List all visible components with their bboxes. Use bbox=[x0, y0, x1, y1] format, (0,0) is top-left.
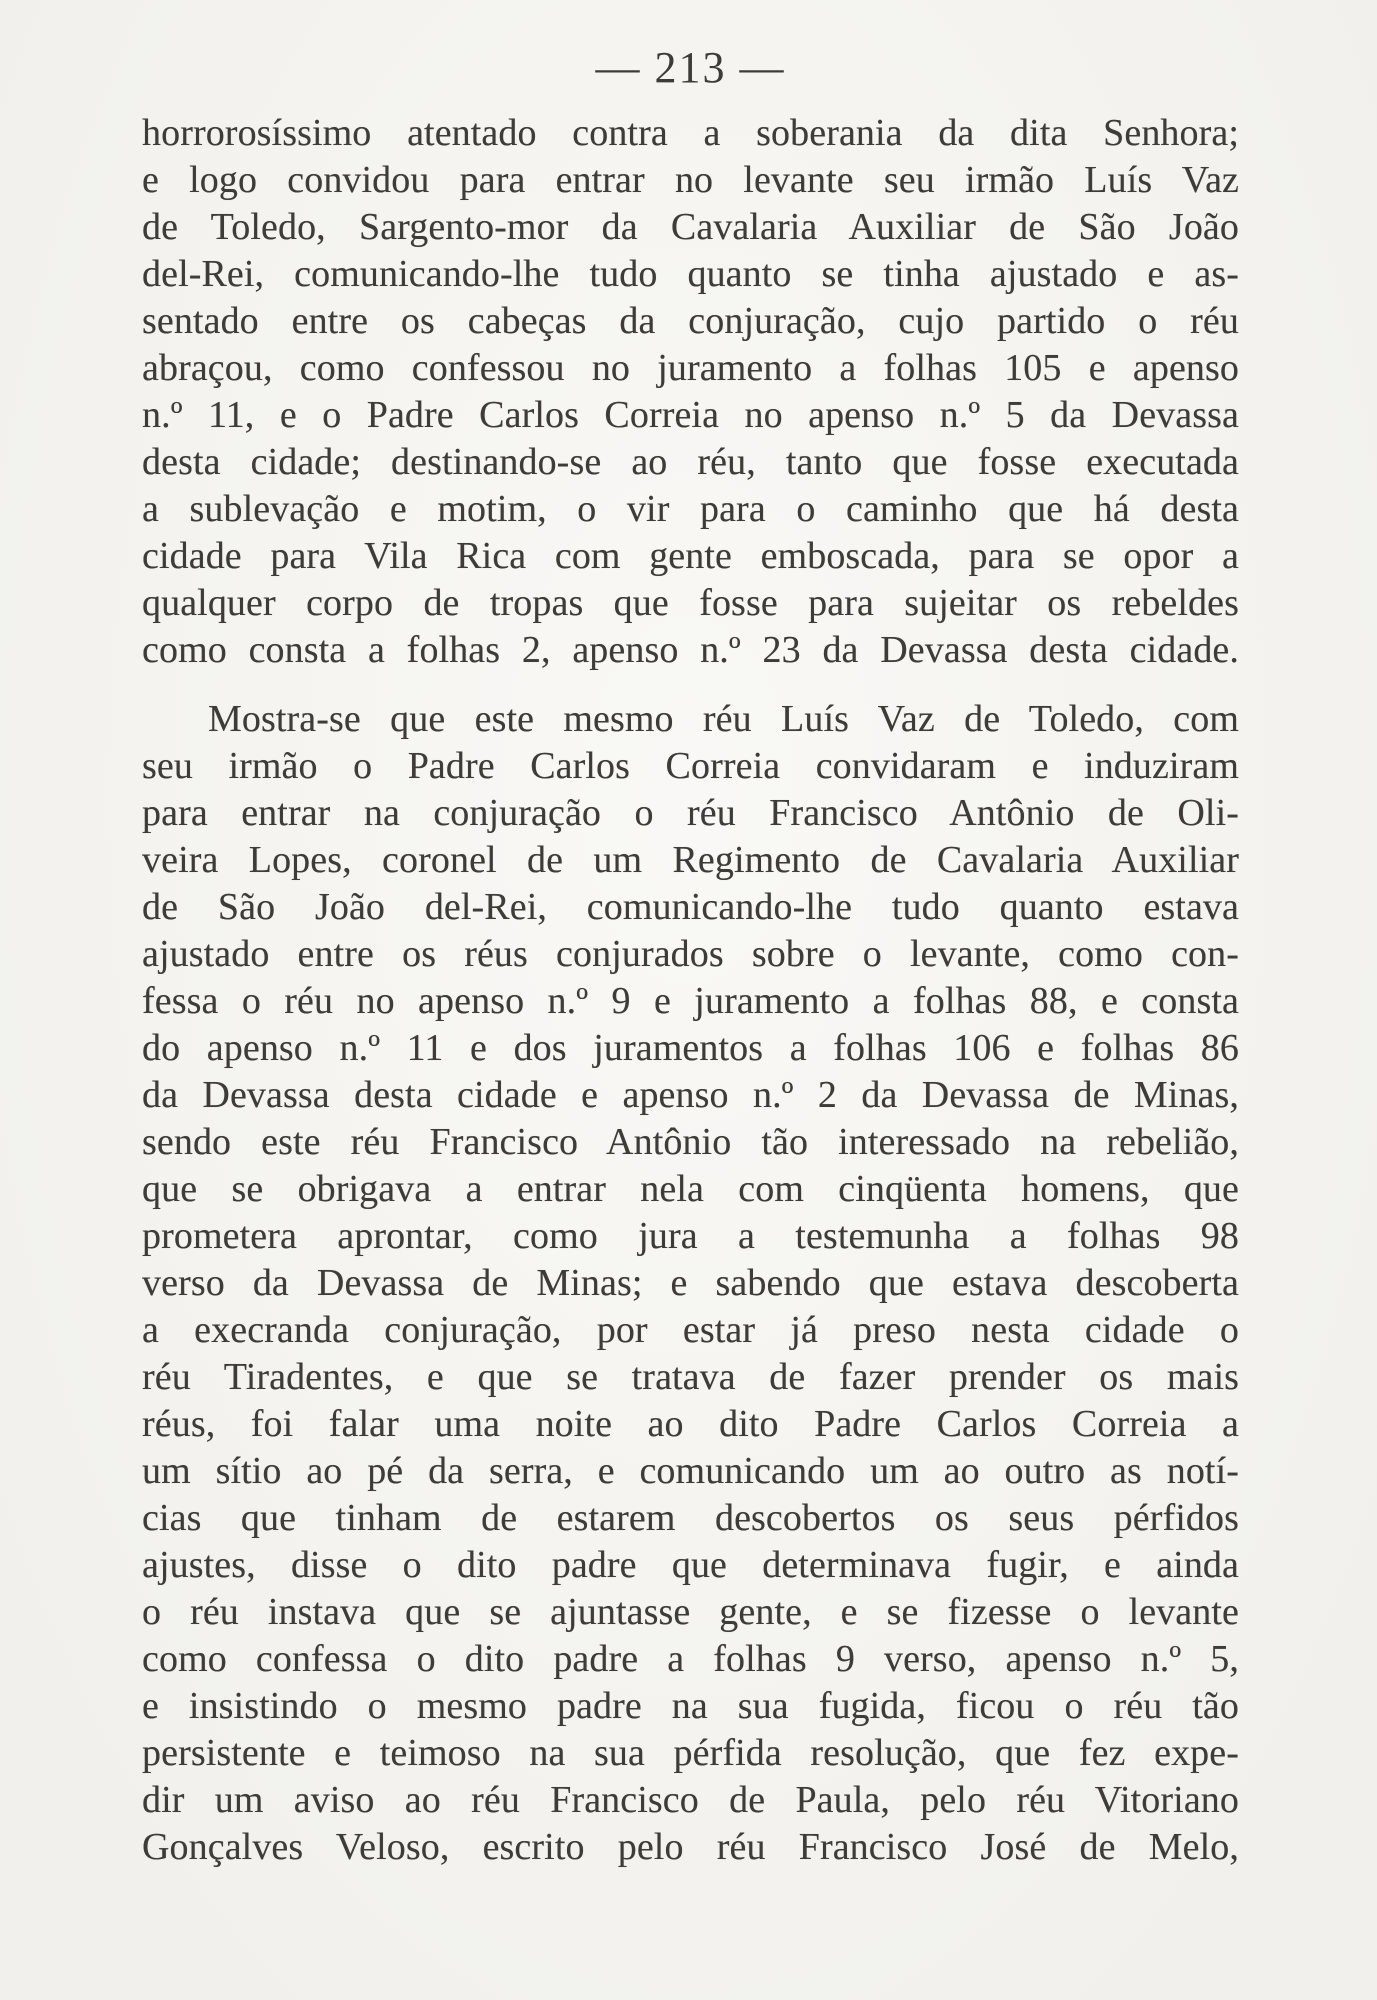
text-line: sentado entre os cabeças da conjuração, cujo partido o réu bbox=[142, 300, 1239, 342]
text-line: ajustes, disse o dito padre que determinava fugir, e ainda bbox=[142, 1544, 1239, 1586]
text-line: fessa o réu no apenso n.º 9 e juramento a folhas 88, e consta bbox=[142, 980, 1239, 1022]
paragraph bbox=[142, 696, 1239, 1871]
text-line: abraçou, como confessou no juramento a folhas 105 e apenso bbox=[142, 347, 1239, 389]
text-line: cidade para Vila Rica com gente emboscada, para se opor a bbox=[142, 535, 1239, 577]
text-line: prometera aprontar, como jura a testemunha a folhas 98 bbox=[142, 1215, 1239, 1257]
text-line: verso da Devassa de Minas; e sabendo que estava descoberta bbox=[142, 1262, 1239, 1304]
text-line: qualquer corpo de tropas que fosse para sujeitar os rebeldes bbox=[142, 582, 1239, 624]
text-line: réus, foi falar uma noite ao dito Padre Carlos Correia a bbox=[142, 1403, 1239, 1445]
text-line: da Devassa desta cidade e apenso n.º 2 da Devassa de Minas, bbox=[142, 1074, 1239, 1116]
text-line: persistente e teimoso na sua pérfida resolução, que fez expe- bbox=[142, 1732, 1239, 1774]
text-line: um sítio ao pé da serra, e comunicando um ao outro as notí- bbox=[142, 1450, 1239, 1492]
text-line: a execranda conjuração, por estar já preso nesta cidade o bbox=[142, 1309, 1239, 1351]
text-line: seu irmão o Padre Carlos Correia convidaram e induziram bbox=[142, 745, 1239, 787]
text-line: como confessa o dito padre a folhas 9 verso, apenso n.º 5, bbox=[142, 1638, 1239, 1680]
text-line: desta cidade; destinando-se ao réu, tanto que fosse executada bbox=[142, 441, 1239, 483]
page-number: — 213 — bbox=[595, 43, 786, 92]
text-line: cias que tinham de estarem descobertos os seus pérfidos bbox=[142, 1497, 1239, 1539]
text-line: e logo convidou para entrar no levante seu irmão Luís Vaz bbox=[142, 159, 1239, 201]
text-line: dir um aviso ao réu Francisco de Paula, pelo réu Vitoriano bbox=[142, 1779, 1239, 1821]
text-line: Gonçalves Veloso, escrito pelo réu Francisco José de Melo, bbox=[142, 1826, 1239, 1868]
text-line: como consta a folhas 2, apenso n.º 23 da Devassa desta cidade. bbox=[142, 629, 1239, 671]
text-line: n.º 11, e o Padre Carlos Correia no apenso n.º 5 da Devassa bbox=[142, 394, 1239, 436]
text-line: del-Rei, comunicando-lhe tudo quanto se tinha ajustado e as- bbox=[142, 253, 1239, 295]
text-line: veira Lopes, coronel de um Regimento de Cavalaria Auxiliar bbox=[142, 839, 1239, 881]
text-line: ajustado entre os réus conjurados sobre o levante, como con- bbox=[142, 933, 1239, 975]
text-line: a sublevação e motim, o vir para o caminho que há desta bbox=[142, 488, 1239, 530]
text-line: horrorosíssimo atentado contra a soberania da dita Senhora; bbox=[142, 112, 1239, 154]
text-line: o réu instava que se ajuntasse gente, e se fizesse o levante bbox=[142, 1591, 1239, 1633]
text-line: réu Tiradentes, e que se tratava de fazer prender os mais bbox=[142, 1356, 1239, 1398]
text-line: do apenso n.º 11 e dos juramentos a folhas 106 e folhas 86 bbox=[142, 1027, 1239, 1069]
text-line: e insistindo o mesmo padre na sua fugida, ficou o réu tão bbox=[142, 1685, 1239, 1727]
text-line: para entrar na conjuração o réu Francisco Antônio de Oli- bbox=[142, 792, 1239, 834]
text-line: Mostra-se que este mesmo réu Luís Vaz de Toledo, com bbox=[208, 698, 1239, 740]
paragraph bbox=[142, 110, 1239, 674]
text-block bbox=[142, 110, 1239, 1871]
text-line: que se obrigava a entrar nela com cinqüenta homens, que bbox=[142, 1168, 1239, 1210]
text-line: sendo este réu Francisco Antônio tão interessado na rebelião, bbox=[142, 1121, 1239, 1163]
text-line: de Toledo, Sargento-mor da Cavalaria Auxiliar de São João bbox=[142, 206, 1239, 248]
text-line: de São João del-Rei, comunicando-lhe tudo quanto estava bbox=[142, 886, 1239, 928]
